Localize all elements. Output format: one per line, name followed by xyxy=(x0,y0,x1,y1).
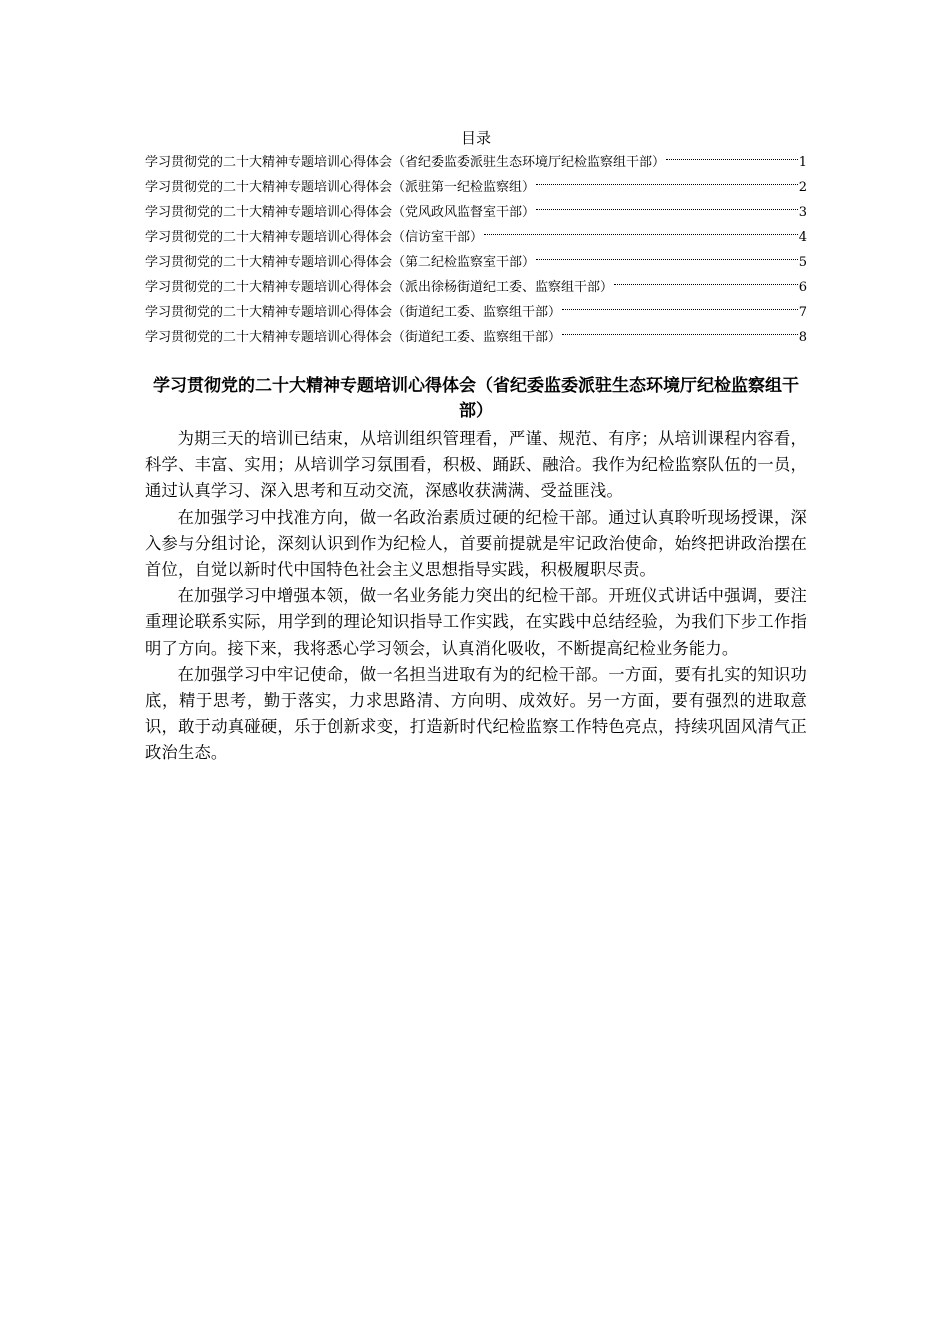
toc-entry[interactable] xyxy=(145,275,807,300)
article-paragraph: 在加强学习中找准方向，做一名政治素质过硬的纪检干部。通过认真聆听现场授课，深入参与分组讨论，深刻认识到作为纪检人，首要前提就是牢记政治使命，始终把讲政治摆在首位，自觉以新时代中国特色社会主义思想指导实践，积极履职尽责。 xyxy=(145,507,807,580)
toc-leader-dots xyxy=(484,234,798,235)
toc-leader-dots xyxy=(666,159,798,160)
toc-entry-page: 8 xyxy=(798,330,807,345)
toc-leader-dots xyxy=(536,184,798,185)
toc-entry[interactable] xyxy=(145,300,807,325)
article-paragraph: 在加强学习中增强本领，做一名业务能力突出的纪检干部。开班仪式讲话中强调，要注重理论联系实际，用学到的理论知识指导工作实践，在实践中总结经验，为我们下步工作指明了方向。接下来，我将悉心学习领会，认真消化吸收，不断提高纪检业务能力。 xyxy=(145,586,807,658)
toc-entry[interactable] xyxy=(145,325,807,350)
toc-entry[interactable] xyxy=(145,225,807,250)
toc-entry[interactable] xyxy=(145,200,807,225)
toc-entry-text: 学习贯彻党的二十大精神专题培训心得体会（省纪委监委派驻生态环境厅纪检监察组干部） xyxy=(145,155,666,170)
toc-leader-dots xyxy=(536,259,798,260)
article-paragraph: 为期三天的培训已结束，从培训组织管理看，严谨、规范、有序；从培训课程内容看，科学、丰富、实用；从培训学习氛围看，积极、踊跃、融洽。我作为纪检监察队伍的一员，通过认真学习、深入思考和互动交流，深感收获满满、受益匪浅。 xyxy=(145,429,807,501)
article-paragraph: 在加强学习中牢记使命，做一名担当进取有为的纪检干部。一方面，要有扎实的知识功底，精于思考，勤于落实，力求思路清、方向明、成效好。另一方面，要有强烈的进取意识，敢于动真碰硬，乐于创新求变，打造新时代纪检监察工作特色亮点，持续巩固风清气正政治生态。 xyxy=(145,664,807,763)
toc-leader-dots xyxy=(562,309,798,310)
toc-entry-page: 1 xyxy=(798,155,807,170)
toc-entry[interactable] xyxy=(145,150,807,175)
toc-entry-page: 6 xyxy=(798,280,807,295)
toc-entry[interactable] xyxy=(145,175,807,200)
toc-entry-page: 3 xyxy=(798,205,807,220)
toc-entry-text: 学习贯彻党的二十大精神专题培训心得体会（第二纪检监察室干部） xyxy=(145,255,536,270)
toc-entry-page: 5 xyxy=(798,255,807,270)
toc-entry[interactable] xyxy=(145,250,807,275)
toc-title: 目录 xyxy=(460,129,491,147)
toc-leader-dots xyxy=(562,334,798,335)
toc-entry-text: 学习贯彻党的二十大精神专题培训心得体会（派驻第一纪检监察组） xyxy=(145,180,536,195)
toc-entry-text: 学习贯彻党的二十大精神专题培训心得体会（信访室干部） xyxy=(145,230,484,245)
table-of-contents xyxy=(145,126,807,350)
toc-entry-page: 4 xyxy=(798,230,807,245)
article xyxy=(145,374,807,767)
toc-leader-dots xyxy=(536,209,798,210)
toc-entry-text: 学习贯彻党的二十大精神专题培训心得体会（派出徐杨街道纪工委、监察组干部） xyxy=(145,280,614,295)
toc-entry-text: 学习贯彻党的二十大精神专题培训心得体会（党风政风监督室干部） xyxy=(145,205,536,220)
toc-entry-text: 学习贯彻党的二十大精神专题培训心得体会（街道纪工委、监察组干部） xyxy=(145,330,562,345)
article-title: 学习贯彻党的二十大精神专题培训心得体会（省纪委监委派驻生态环境厅纪检监察组干部） xyxy=(153,376,799,421)
toc-entry-text: 学习贯彻党的二十大精神专题培训心得体会（街道纪工委、监察组干部） xyxy=(145,305,562,320)
toc-leader-dots xyxy=(614,284,798,285)
toc-entry-page: 2 xyxy=(798,180,807,195)
toc-entry-page: 7 xyxy=(798,305,807,320)
